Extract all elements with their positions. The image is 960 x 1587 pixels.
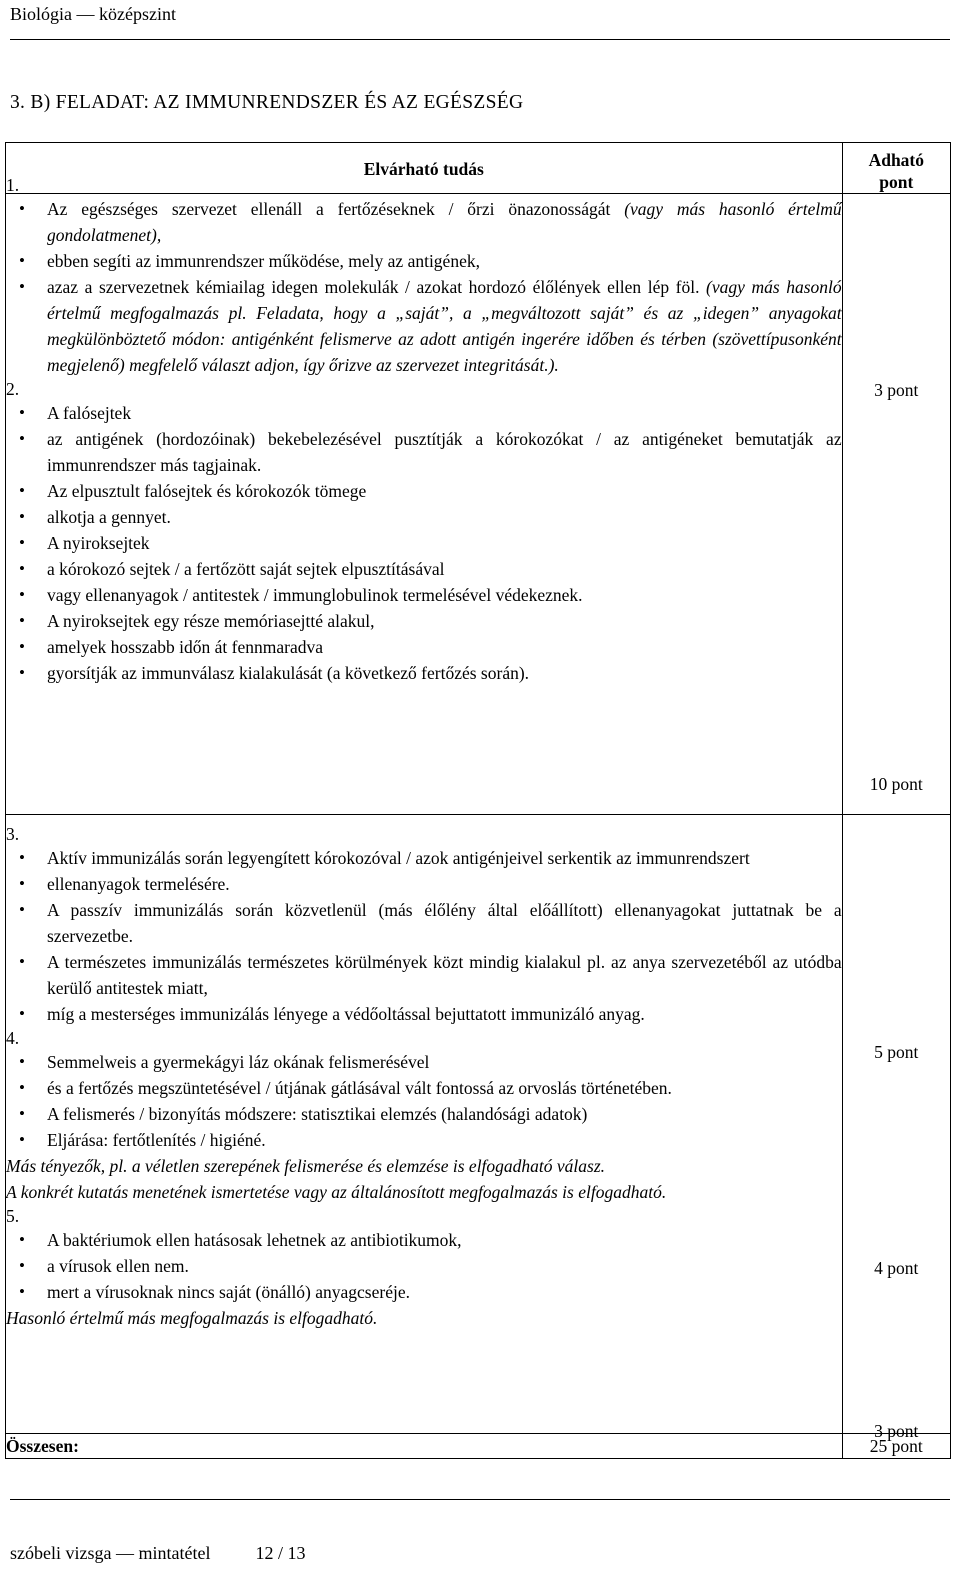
total-points: 25 pont (869, 1436, 923, 1456)
section-1-list (6, 196, 842, 378)
section-4-note-2: A konkrét kutatás menetének ismertetése vagy az általánosított megfogalmazás is elfogadható. (6, 1182, 667, 1202)
answer-table (5, 142, 951, 1459)
list-item: • amelyek hosszabb időn át fennmaradva (6, 634, 842, 660)
section-1-points: 3 pont (874, 380, 919, 400)
section-4-points: 4 pont (874, 1258, 919, 1278)
section-5-note: Hasonló értelmű más megfogalmazás is elfogadható. (6, 1308, 378, 1328)
list-item: • vagy ellenanyagok / antitestek / immunglobulinok termelésével védekeznek. (6, 582, 842, 608)
section-2-list (6, 400, 842, 686)
list-item: • mert a vírusoknak nincs saját (önálló) anyagcseréje. (6, 1279, 842, 1305)
total-row (6, 1434, 951, 1459)
list-item: • Az egészséges szervezet ellenáll a fertőzéseknek / őrzi önazonosságát (vagy más hasonló értelmű gondolatmenet), (6, 196, 842, 248)
list-item: • A természetes immunizálás természetes körülmények közt mindig kialakul pl. az anya szervezetéből az utódba kerülő antitestek miatt, (6, 949, 842, 1001)
col-header-points-2: pont (879, 172, 914, 192)
page-footer: szóbeli vizsga — mintatétel 12 / 13 (10, 1543, 306, 1563)
section-number: 5. (6, 1206, 20, 1226)
list-item: • és a fertőzés megszüntetésével / útjának gátlásával vált fontossá az orvoslás történetében. (6, 1075, 842, 1101)
section-row-1-2 (6, 194, 951, 815)
section-5-list (6, 1227, 842, 1305)
list-item: • a kórokozó sejtek / a fertőzött saját sejtek elpusztításával (6, 556, 842, 582)
list-item: • ellenanyagok termelésére. (6, 871, 842, 897)
section-number: 1. (6, 175, 20, 195)
list-item: • Eljárása: fertőtlenítés / higiéné. (6, 1127, 842, 1153)
list-item: • A nyiroksejtek (6, 530, 842, 556)
list-item: • míg a mesterséges immunizálás lényege a védőoltással bejuttatott immunizáló anyag. (6, 1001, 842, 1027)
section-4-note-1: Más tényezők, pl. a véletlen szerepének felismerése és elemzése is elfogadható válasz. (6, 1156, 606, 1176)
list-item: • Aktív immunizálás során legyengített kórokozóval / azok antigénjeivel serkentik az immunrendszert (6, 845, 842, 871)
section-number: 2. (6, 379, 20, 399)
section-number: 3. (6, 824, 20, 844)
section-5-points: 3 pont (874, 1421, 919, 1441)
total-label: Összesen: (6, 1436, 79, 1456)
list-item: • A felismerés / bizonyítás módszere: statisztikai elemzés (halandósági adatok) (6, 1101, 842, 1127)
section-row-3-5 (6, 815, 951, 1434)
page-header: Biológia — középszint (10, 4, 176, 24)
section-3-points: 5 pont (874, 1042, 919, 1062)
list-item: • gyorsítják az immunválasz kialakulását (a következő fertőzés során). (6, 660, 842, 686)
list-item: • ebben segíti az immunrendszer működése, mely az antigének, (6, 248, 842, 274)
list-item: • A baktériumok ellen hatásosak lehetnek az antibiotikumok, (6, 1227, 842, 1253)
header-rule (10, 39, 950, 40)
list-item: • alkotja a gennyet. (6, 504, 842, 530)
list-item: • Az elpusztult falósejtek és kórokozók tömege (6, 478, 842, 504)
list-item: • A nyiroksejtek egy része memóriasejtté alakul, (6, 608, 842, 634)
list-item: • Semmelweis a gyermekágyi láz okának felismerésével (6, 1049, 842, 1075)
list-item: • a vírusok ellen nem. (6, 1253, 842, 1279)
list-item: • A passzív immunizálás során közvetlenül (más élőlény által előállított) ellenanyagokat juttatnak be a szervezetbe. (6, 897, 842, 949)
col-header-points-1: Adható (868, 150, 925, 170)
section-4-list (6, 1049, 842, 1153)
list-item: • azaz a szervezetnek kémiailag idegen molekulák / azokat hordozó élőlények ellen lép föl. (vagy más hasonló értelmű megfogalmazás pl. Feladata, hogy a „saját”, a „megváltozott saját” és az „idegen” anyagokat megkülönböztető módon: antigénként felismerve az adott antigén ingerére időben és térben (szövettípusonként megjelenő) megfelelő választ adjon, így őrizve az szervezet integritását.). (6, 274, 842, 378)
list-item: • A falósejtek (6, 400, 842, 426)
section-number: 4. (6, 1028, 20, 1048)
list-item: • az antigének (hordozóinak) bekebelezésével pusztítják a kórokozókat / az antigéneket bemutatják az immunrendszer más tagjainak. (6, 426, 842, 478)
section-2-points: 10 pont (869, 774, 923, 794)
col-header-expected: Elvárható tudás (363, 159, 484, 179)
section-3-list (6, 845, 842, 1027)
footer-rule (10, 1499, 950, 1500)
task-title: 3. B) FELADAT: AZ IMMUNRENDSZER ÉS AZ EGÉSZSÉG (10, 92, 524, 113)
